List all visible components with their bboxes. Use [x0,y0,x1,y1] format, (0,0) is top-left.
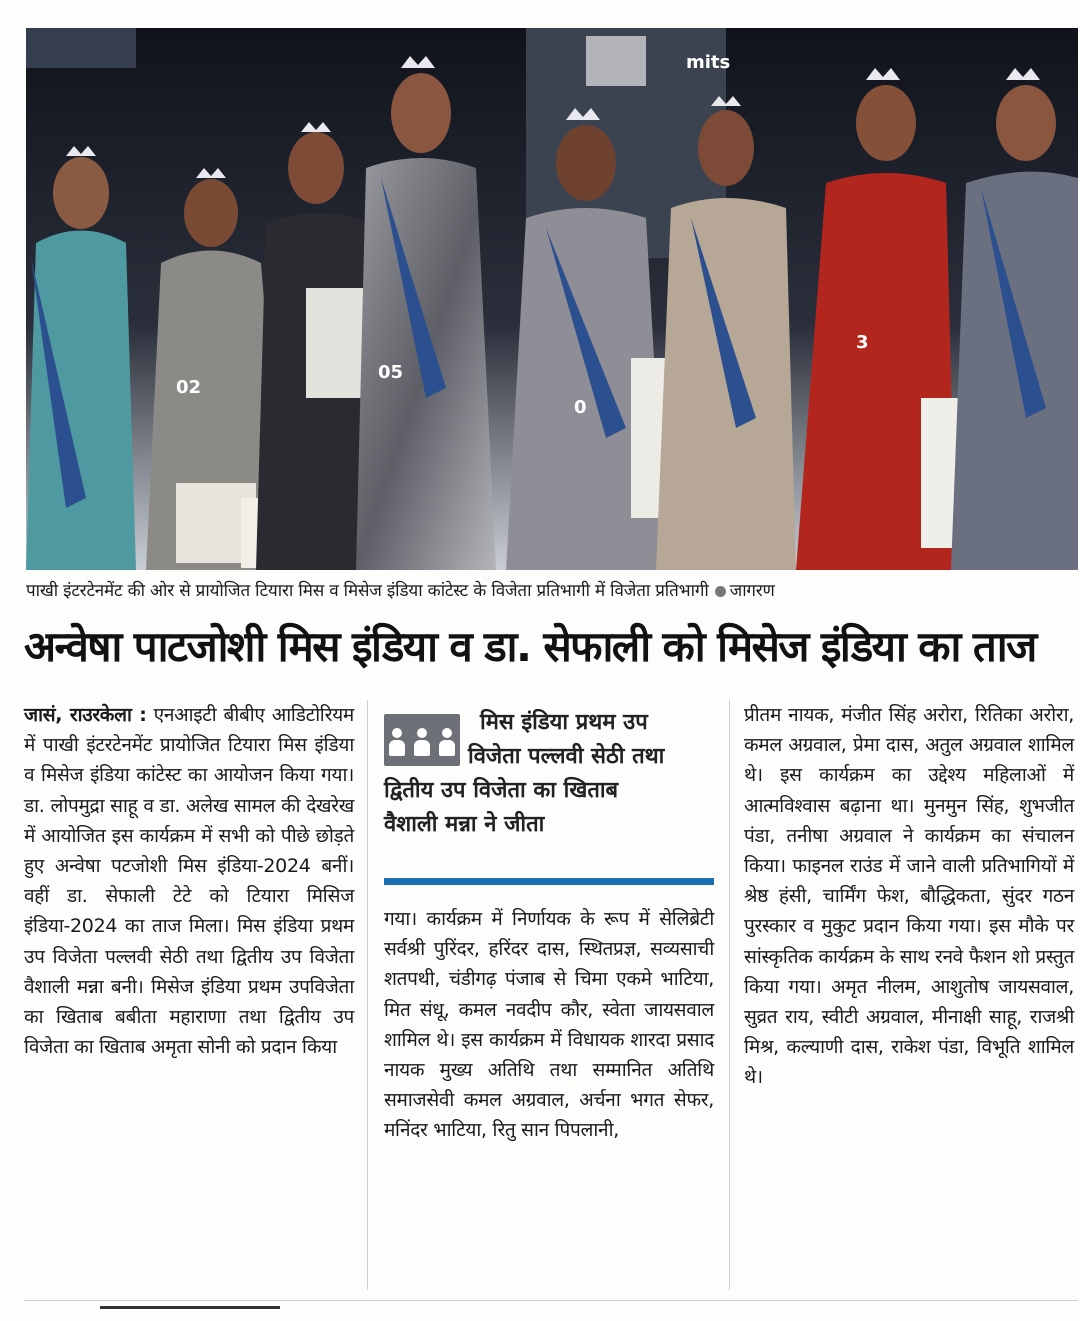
next-article-fragment [100,1306,280,1321]
bottom-divider [24,1300,1078,1301]
pull-quote-text [384,706,714,842]
contestants-image [26,28,1078,570]
pull-quote-line: मिस इंडिया प्रथम उप [480,710,648,735]
backdrop-logo: mits [686,52,731,73]
column-divider [729,700,730,1290]
event-photo [26,28,1078,570]
credit-dot-icon [715,586,726,597]
pull-quote-line: द्वितीय उप विजेता का खिताब [384,778,619,803]
caption-text: पाखी इंटरटेनमेंट की ओर से प्रायोजित टियारा मिस व मिसेज इंडिया कांटेस्ट के विजेता प्रतिभागी में विजेता प्रतिभागी [26,581,709,601]
sash-number-2: 05 [378,362,404,383]
article-column-3 [744,700,1074,1290]
article-text-2: गया। कार्यक्रम में निर्णायक के रूप में सेलिब्रेटी सर्वश्री पुरिंदर, हरिंदर दास, स्थितप्रज्ञ, सव्यसाची शतपथी, चंडीगढ़ पंजाब से चिमा एकमे भाटिया, मित संधू, कमल नवदीप कौर, स्वेता जायसवाल शामिल थे। इस कार्यक्रम में विधायक शारदा प्रसाद नायक मुख्य अतिथि तथा सम्मानित अतिथि समाजसेवी कमल अग्रवाल, अर्चना भगत सेफर, मनिंदर भाटिया, रितु सान पिपलानी, [384,908,714,1142]
pull-quote [384,706,714,874]
page-title: अन्वेषा पाटजोशी मिस इंडिया व डा. सेफाली को मिसेज इंडिया का ताज [24,622,1036,671]
pull-quote-line: वैशाली मन्ना ने जीता [384,812,545,837]
dateline: जासं, राउरकेला : [24,704,147,726]
article-text-3: प्रीतम नायक, मंजीत सिंह अरोरा, रितिका अरोरा, कमल अग्रवाल, प्रेमा दास, अतुल अग्रवाल शामिल थे। इस कार्यक्रम का उद्देश्य महिलाओं में आत्मविश्वास बढ़ाना था। मुनमुन सिंह, शुभजीत पंडा, तनीषा अग्रवाल ने कार्यक्रम का संचालन किया। फाइनल राउंड में जाने वाली प्रतिभागियों में श्रेष्ठ हंसी, चार्मिंग फेश, बौद्धिकता, सुंदर गठन पुरस्कार व मुकुट प्रदान किया गया। इस मौके पर सांस्कृतिक कार्यक्रम के साथ रनवे फैशन शो प्रस्तुत किया गया। अमृत नीलम, आशुतोष जायसवाल, सुव्रत राय, स्वीटी अग्रवाल, मीनाक्षी साहू, राजश्री मिश्र, कल्याणी दास, राकेश पंडा, विभूति शामिल थे। [744,704,1074,1089]
article-column-1 [24,700,354,1290]
caption-credit: जागरण [729,581,775,601]
pull-quote-underline [384,878,714,885]
article-text-1: एनआइटी बीबीए आडिटोरियम में पाखी इंटरटेनमेंट प्रायोजित टियारा मिस इंडिया व मिसेज इंडिया कांटेस्ट का आयोजन किया गया। डा. लोपमुद्रा साहू व डा. अलेख सामल की देखरेख में आयोजित इस कार्यक्रम में सभी को पीछे छोड़ते हुए अन्वेषा पटजोशी मिस इंडिया-2024 बनीं। वहीं डा. सेफाली टेटे को टियारा मिसिज इंडिया-2024 का ताज मिला। मिस इंडिया प्रथम उप विजेता पल्लवी सेठी तथा द्वितीय उप विजेता वैशाली मन्ना बनी। मिसेज इंडिया प्रथम उपविजेता का खिताब बबीता महाराणा तथा द्वितीय उप विजेता का खिताब अमृता सोनी को प्रदान किया [24,704,354,1059]
sash-number-4: 3 [856,332,869,353]
column-divider [367,700,368,1290]
sash-number-3: 0 [574,397,587,418]
article-column-2 [384,904,714,1290]
photo-caption [26,578,1078,604]
pull-quote-line: विजेता पल्लवी सेठी तथा [468,744,665,769]
sash-number-1: 02 [176,377,202,398]
